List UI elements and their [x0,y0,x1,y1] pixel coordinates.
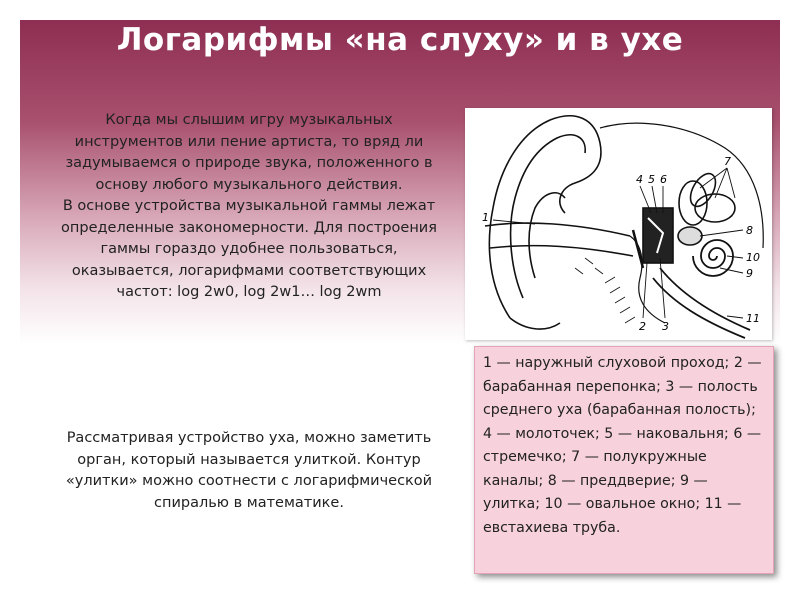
label-9: 9 [746,267,753,280]
label-5: 5 [648,173,655,186]
label-1: 1 [482,211,489,224]
label-8: 8 [746,224,753,237]
figure-legend [474,346,774,574]
label-2: 2 [639,320,646,333]
slide-title: Логарифмы «на слуху» и в ухе [116,22,684,58]
ear-anatomy-figure [465,108,772,340]
label-6: 6 [660,173,667,186]
label-11: 11 [746,312,760,325]
label-3: 3 [662,320,669,333]
label-4: 4 [636,173,643,186]
ear-diagram [465,108,772,340]
intro-text: Когда мы слышим игру музыкальных инструментов или пение артиста, то вряд ли задумываемся о природе звука, положенного в основу любого музыкального действия. В основе устройства музыкальной гаммы лежат определенные закономерности. Для построения гаммы гораздо удобнее пользоваться, оказывается, логарифмами соответствующих частот: log 2w0, log 2w1… log 2wm [61,112,437,300]
label-10: 10 [746,251,760,264]
cochlea-text: Рассматривая устройство уха, можно заметить орган, который называется улиткой. Контур «улитки» можно соотнести с логарифмической спиралью в математике. [65,430,433,511]
label-7: 7 [724,155,731,168]
cochlea-paragraph [50,428,448,514]
intro-paragraph [50,110,448,304]
legend-text: 1 — наружный слуховой проход; 2 — барабанная перепонка; 3 — полость среднего уха (барабанная полость); 4 — молоточек; 5 — наковальня; 6 — стремечко; 7 — полукружные каналы; 8 — преддверие; 9 — улитка; 10 — овальное окно; 11 — евстахиева труба. [483,355,762,536]
